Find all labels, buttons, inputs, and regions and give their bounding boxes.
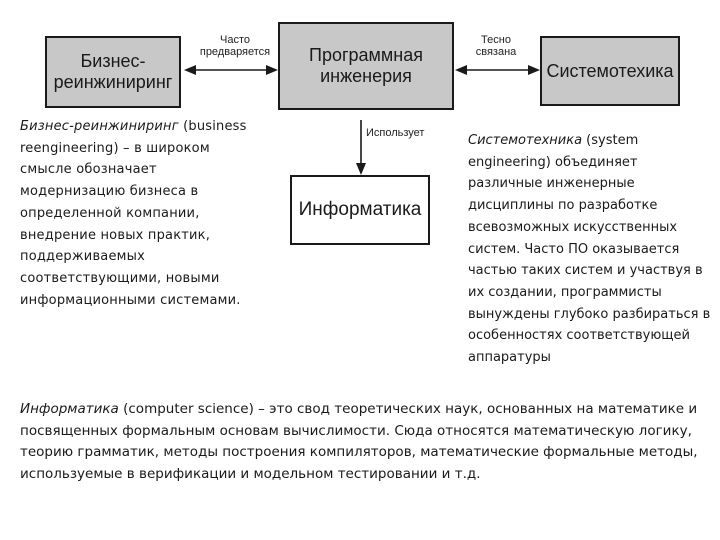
informatics-label: Информатика [298,199,422,221]
related-edge-label: Тесно связана [475,34,517,58]
informatics-definition [20,399,704,486]
system-engineering-definition [468,130,712,369]
precedes-arrowhead-left [184,65,196,75]
software-engineering-label: Программная инженерия [309,45,423,86]
related-arrowhead-left [455,65,467,75]
system-engineering-text: (system engineering) объединяет различные инженерные дисциплины по разработке всевозможных искусственных систем. Часто ПО оказывается частью таких систем и участвуя в их создании, программисты вынуждены глубоко разбираться в особенностях соответствующей аппаратуры [468,133,711,366]
related-arrowhead-right [528,65,540,75]
system-engineering-label: Системотехика [546,60,674,81]
business-reengineering-definition [20,116,260,311]
informatics-term: Информатика [20,401,119,417]
business-reengineering-text: (business reengineering) – в широком смысле обозначает модернизацию бизнеса в определенной компании, внедрение новых практик, поддерживаемых соответствующими, новыми информационными системами. [20,119,247,308]
business-reengineering-term: Бизнес-реинжиниринг [20,119,179,134]
informatics-text: (computer science) – это свод теоретических наук, основанных на математике и посвященных формальным основам вычислимости. Сюда относятся математическую логику, теорию грамматик, методы построения компиляторов, математические формальные методы, используемые в верификации и модельном тестировании и т.д. [20,401,698,483]
precedes-edge-label: Часто предваряется [199,34,271,58]
precedes-arrowhead-right [266,65,278,75]
system-engineering-term: Системотехника [468,133,583,148]
uses-arrowhead-down [356,163,366,175]
business-reengineering-label: Бизнес- реинжиниринг [53,51,173,92]
uses-edge-label: Использует [366,127,425,139]
